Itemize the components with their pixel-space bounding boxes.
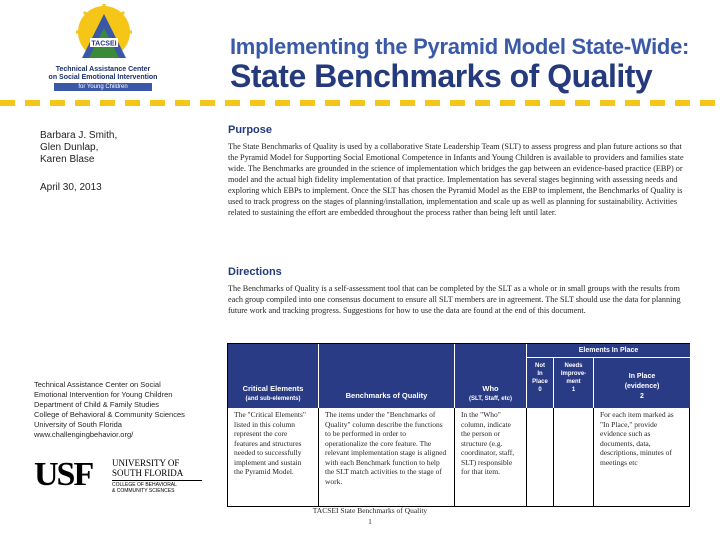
logo-band: for Young Children (54, 83, 152, 91)
col-needs-improvement-l2: Improve- (560, 371, 587, 377)
logo-pyramid-label: TACSEI (91, 40, 117, 48)
col-who-sub: (SLT, Staff, etc) (469, 396, 512, 402)
col-not-in-place-score: 0 (538, 387, 542, 393)
publication-date: April 30, 2013 (40, 182, 102, 193)
tacsei-logo (44, 4, 196, 92)
col-in-place-l1: In Place (628, 373, 656, 380)
table-cell-not-in-place (527, 408, 554, 506)
col-benchmarks-header (319, 344, 455, 408)
usf-logo (34, 456, 204, 496)
footer-label: TACSEI State Benchmarks of Quality (312, 506, 428, 515)
dashed-divider (0, 100, 720, 106)
page-title: State Benchmarks of Quality (230, 58, 653, 94)
col-not-in-place-l1: Not (535, 363, 545, 369)
page-footer (300, 505, 440, 527)
elements-in-place-title: Elements In Place (578, 347, 639, 354)
title-line-1: Implementing the Pyramid Model State-Wide: (230, 34, 690, 59)
col-not-in-place-l2: In (537, 371, 543, 377)
col-critical-elements-header (228, 344, 319, 408)
tacsei-pyramid-sun-icon (74, 4, 134, 64)
col-in-place-l2: (evidence) (624, 383, 660, 390)
contact-line: Technical Assistance Center on Social (34, 380, 161, 389)
col-needs-improvement-score: 1 (571, 387, 576, 393)
table-cell-critical-elements: The "Critical Elements" listed in this column represent the core features and structures needed to successfully implement and sustain the Pyramid Model. (228, 408, 319, 506)
author-name: Barbara J. Smith, (40, 130, 118, 141)
table-cell-in-place: For each item marked as "In Place," provide evidence such as documents, data, descriptions, minutes of meetings etc (600, 410, 674, 467)
contact-line: College of Behavioral & Community Sciences (34, 410, 185, 419)
usf-name (112, 458, 183, 478)
logo-line-2: on Social Emotional Intervention (48, 74, 158, 81)
table-cell-needs-improvement (554, 408, 594, 506)
author-list (40, 130, 117, 166)
col-needs-improvement-l1: Needs (564, 363, 583, 369)
elements-in-place-group-header (527, 344, 690, 358)
col-not-in-place-l3: Place (532, 379, 548, 385)
usf-name-line-2: SOUTH FLORIDA (112, 468, 184, 478)
directions-heading: Directions (228, 266, 282, 278)
col-who-header (455, 344, 527, 408)
col-critical-elements-sub: (and sub-elements) (245, 396, 301, 402)
usf-college-line-1: COLLEGE OF BEHAVIORAL (112, 482, 177, 488)
usf-name-line-1: UNIVERSITY OF (112, 458, 180, 468)
col-critical-elements-title: Critical Elements (242, 384, 304, 393)
col-in-place-header (594, 358, 690, 408)
author-name: Karen Blase (40, 154, 95, 165)
author-name: Glen Dunlap, (40, 142, 99, 153)
table-cell-who: In the "Who" column, indicate the person or structure (e.g. coordinator, staff, SLT) responsible for that item. (455, 408, 527, 506)
purpose-heading: Purpose (228, 124, 273, 136)
col-who-title: Who (482, 384, 499, 393)
contact-line: Emotional Intervention for Young Children (34, 390, 173, 399)
col-in-place-score: 2 (640, 393, 644, 400)
usf-college (112, 480, 202, 494)
contact-line: Department of Child & Family Studies (34, 400, 160, 409)
page-number: 1 (368, 517, 372, 526)
col-not-in-place-header (527, 358, 554, 408)
col-needs-improvement-header (554, 358, 594, 408)
purpose-paragraph: The State Benchmarks of Quality is used by a collaborative State Leadership Team (SLT) to assess progress and plan future actions so that the Pyramid Model for Supporting Social Emotional Competence in Infants and Young Children is available to providers and families state wide. The Benchmarks are grounded in the science of implementation which bridges the gap between an evidence-based practice (EBP) or model and the actual high fidelity implementation of that practice. Implementation has several stages beginning with assessing needs and exploring which EBPs to implement. Once the SLT has chosen the Pyramid Model as the EBP to implement, the Benchmarks of Quality is used to track progress on the stages of planning/installation, implementation and scale up as well as planning for sustainability. Activities related to sustaining the effort are embedded throughout the process rather than being left until later. (228, 142, 684, 217)
logo-line-1: Technical Assistance Center (55, 66, 151, 73)
table-cell-benchmarks: The items under the "Benchmarks of Quality" column describe the functions to be performed in order to operationalize the core feature. The relevant implementation stage is aligned with each Benchmark function to help the SLT match activities to the stage of work. (319, 408, 455, 506)
contact-info (34, 380, 214, 440)
directions-paragraph: The Benchmarks of Quality is a self-assessment tool that can be completed by the SLT as a whole or in small groups with the results from each group compiled into one consensus document to ensure all SLT members are in agreement. The SLT should use the data for planning future work and tracking progress. Suggestions for how to use the data are found at the end of this document. (228, 284, 681, 315)
usf-college-line-2: & COMMUNITY SCIENCES (112, 488, 175, 494)
col-benchmarks-title: Benchmarks of Quality (345, 391, 428, 400)
usf-mark: USF (34, 456, 93, 493)
col-needs-improvement-l3: ment (566, 379, 581, 385)
website-link[interactable]: www.challengingbehavior.org/ (34, 430, 134, 439)
contact-line: University of South Florida (34, 420, 122, 429)
logo-wordmark (44, 66, 162, 82)
benchmarks-table (227, 343, 690, 507)
